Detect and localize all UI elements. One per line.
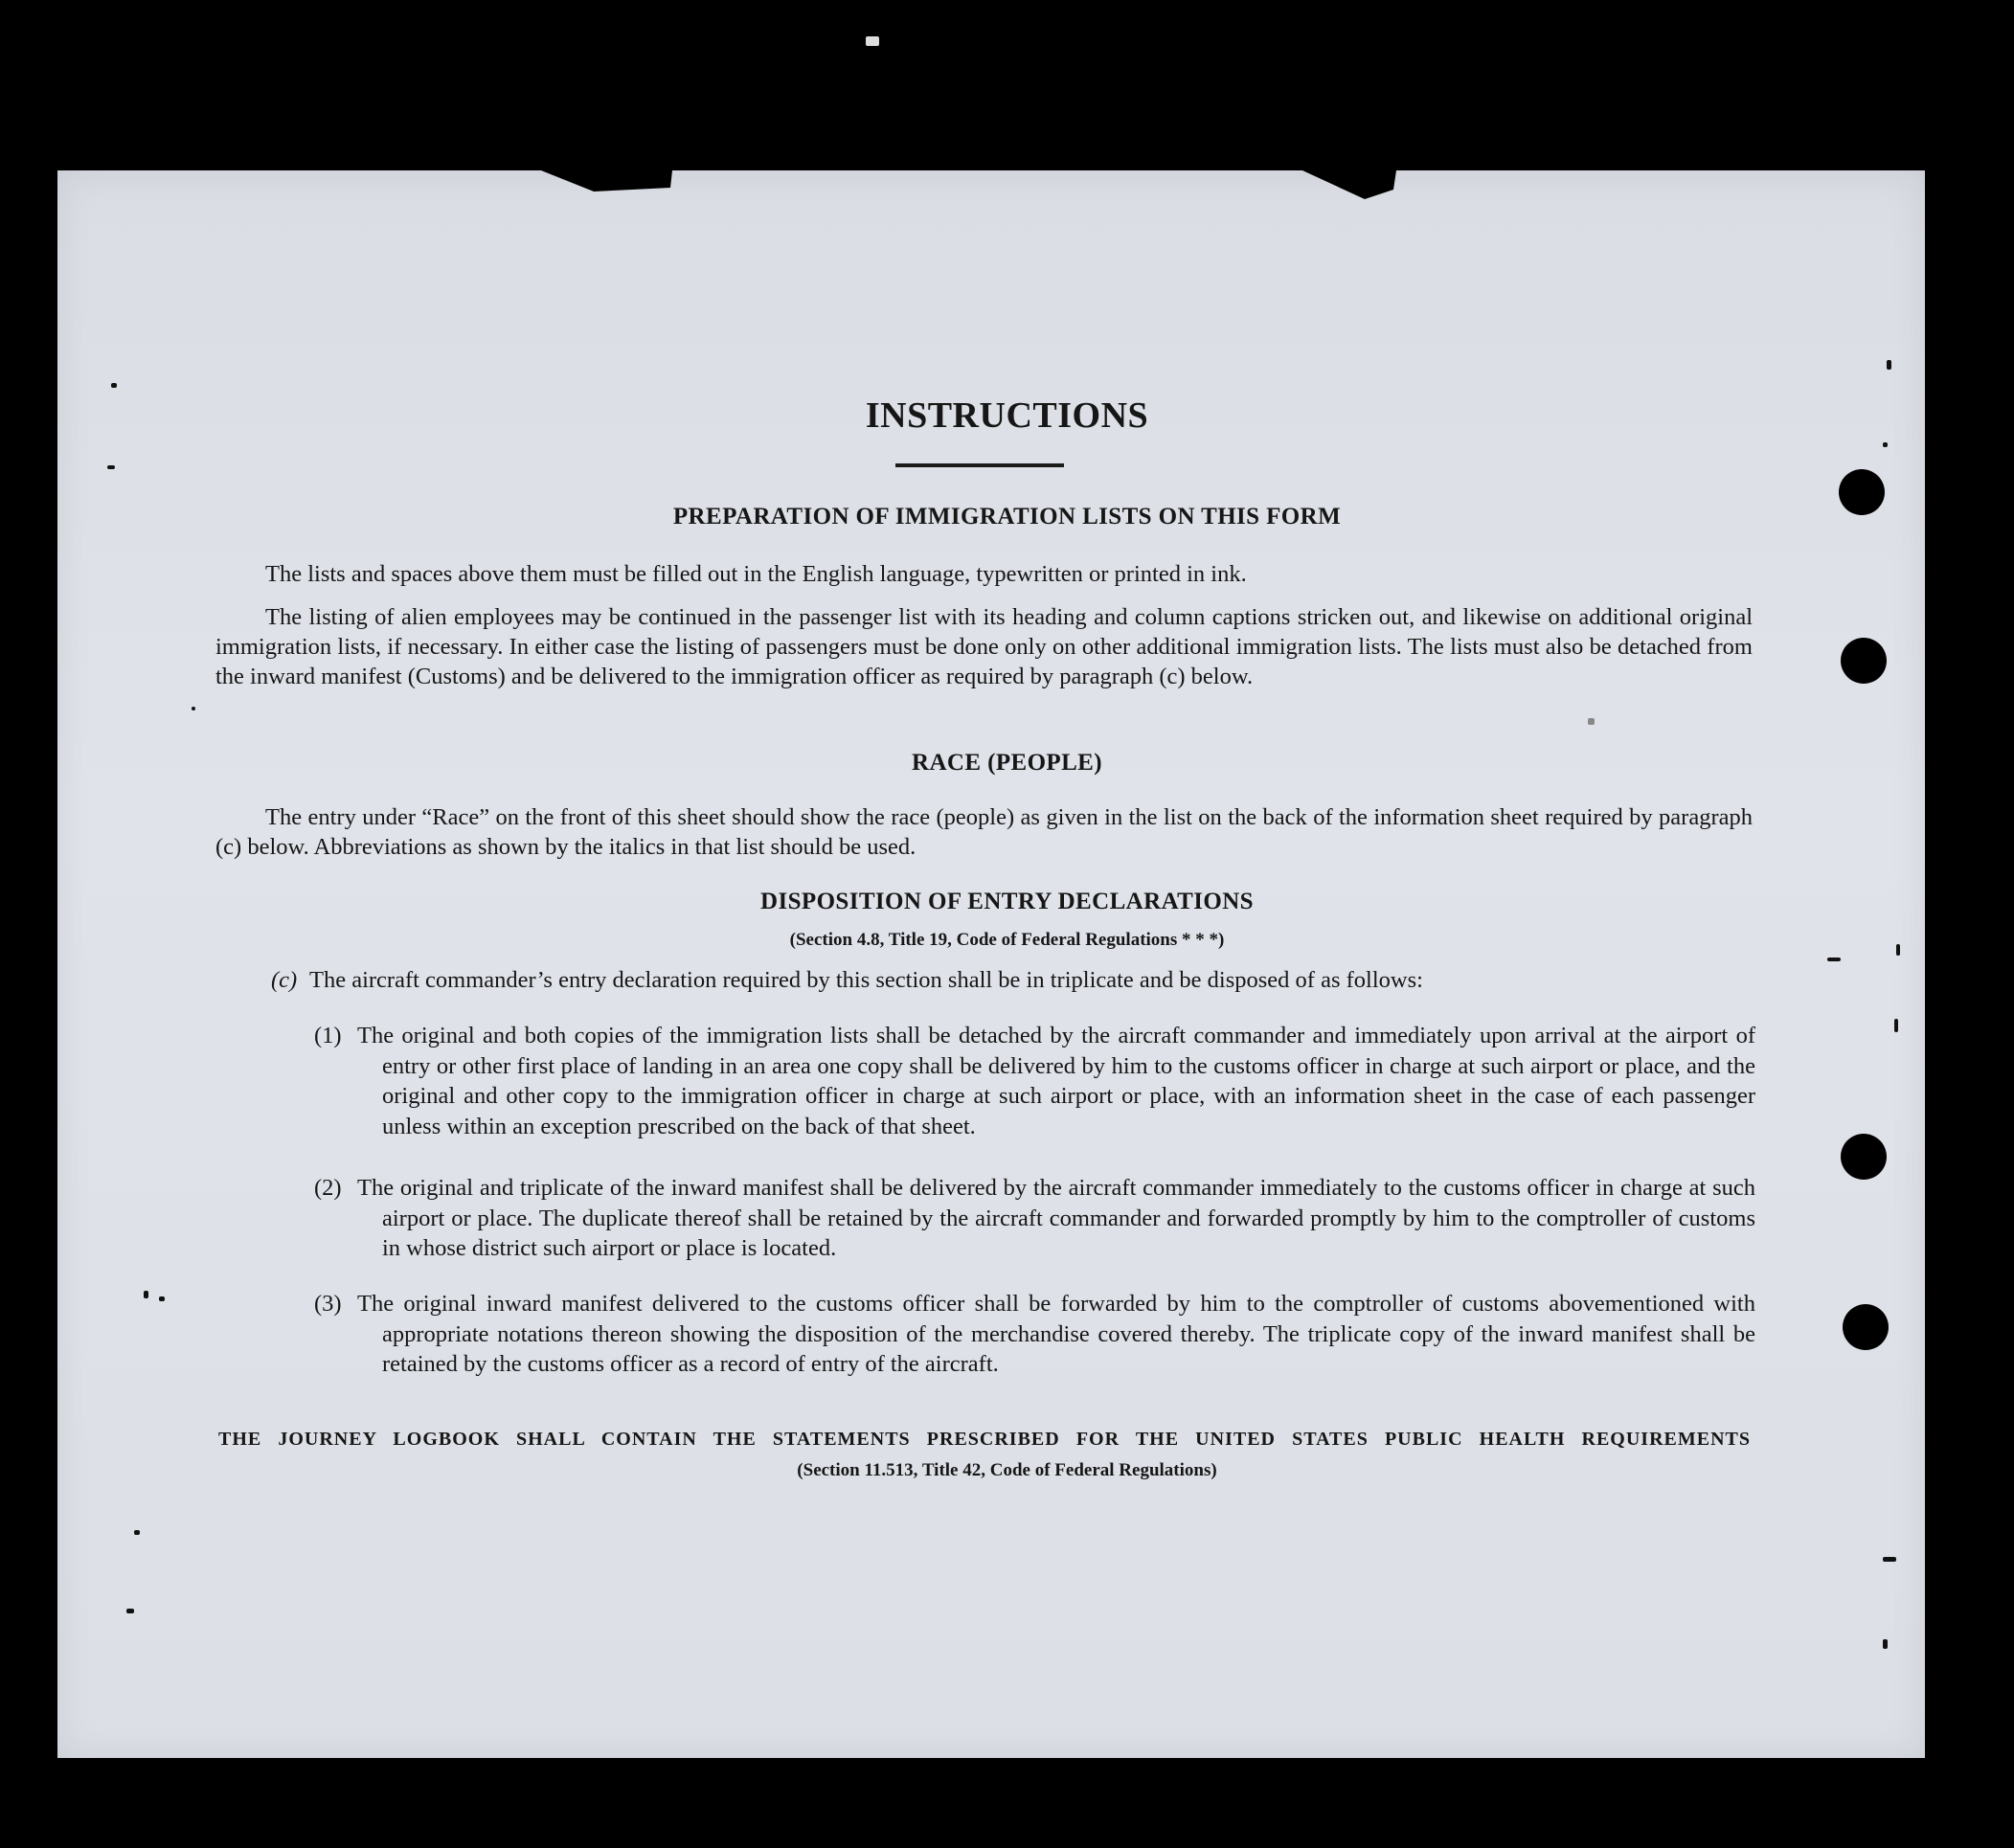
list-item-number: (2) — [314, 1175, 342, 1201]
list-item-text: The original inward manifest delivered to the customs officer shall be forwarded by him to the comptroller of customs abovementioned with appropriate notations thereon showing the disposition of the merchandise covered thereby. The triplicate copy of the inward manifest shall be retained by the customs officer as a record of entry of the aircraft. — [357, 1291, 1755, 1377]
page-title: INSTRUCTIONS — [865, 395, 1149, 436]
paragraph-race-entry: The entry under “Race” on the front of this sheet should show the race (people) as given in the list on the back of the information sheet required by paragraph (c) below. Abbreviations as shown by the italics in that list should be used. — [215, 804, 1753, 860]
list-item-number: (1) — [314, 1023, 342, 1048]
list-item-text: The original and both copies of the immigration lists shall be detached by the aircraft commander and immediately upon arrival at the airport of entry or other first place of landing in an area one copy shall be delivered by him to the customs officer in charge at such airport or place, and the original and other copy to the immigration officer in charge at such airport or place, with an information sheet in the case of each passenger unless within an exception prescribed on the back of that sheet. — [357, 1023, 1755, 1139]
section-citation: (Section 4.8, Title 19, Code of Federal Regulations * * *) — [789, 930, 1225, 950]
list-item-1 — [314, 1021, 1755, 1141]
paragraph-alien-employees: The listing of alien employees may be continued in the passenger list with its heading and column captions stricken out, and likewise on additional original immigration lists, if necessary. In either case the listing of passengers must be done only on other additional immigration lists. The lists must also be detached from the inward manifest (Customs) and be delivered to the immigration officer as required by paragraph (c) below. — [215, 604, 1753, 689]
public-health-statement: THE JOURNEY LOGBOOK SHALL CONTAIN THE STATEMENTS PRESCRIBED FOR THE UNITED STATES PUBLIC HEALTH REQUIREMENTS — [218, 1429, 1751, 1450]
paragraph-c-label: (c) — [271, 967, 298, 993]
paragraph-english-language: The lists and spaces above them must be filled out in the English language, typewritten or printed in ink. — [265, 561, 1247, 587]
title-underline — [895, 463, 1064, 467]
section-heading-race: RACE (PEOPLE) — [912, 750, 1102, 776]
list-item-text: The original and triplicate of the inward manifest shall be delivered by the aircraft commander immediately to the customs officer in charge at such airport or place. The duplicate thereof shall be retained by the aircraft commander and forwarded promptly by him to the comptroller of customs in whose district such airport or place is located. — [357, 1175, 1755, 1261]
section-heading-preparation: PREPARATION OF IMMIGRATION LISTS ON THIS FORM — [672, 504, 1342, 530]
paragraph-c-text: The aircraft commander’s entry declaration required by this section shall be in triplicate and be disposed of as follows: — [309, 967, 1423, 993]
list-item-number: (3) — [314, 1291, 342, 1317]
section-heading-disposition: DISPOSITION OF ENTRY DECLARATIONS — [760, 889, 1254, 914]
public-health-citation: (Section 11.513, Title 42, Code of Federal Regulations) — [797, 1460, 1217, 1480]
list-item-3 — [314, 1289, 1755, 1380]
list-item-2 — [314, 1173, 1755, 1264]
